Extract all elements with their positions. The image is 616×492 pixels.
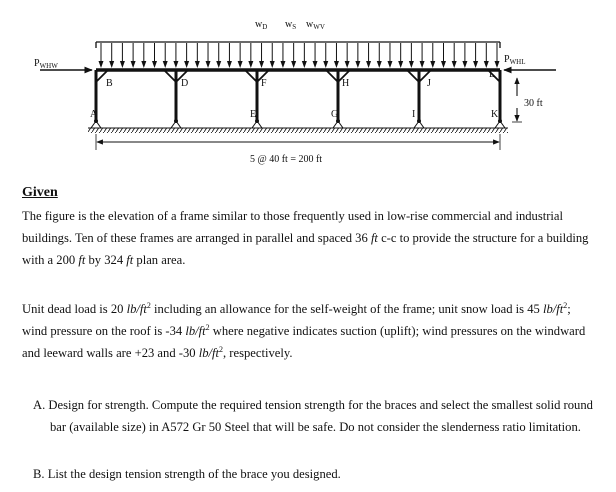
leeward-wall-load bbox=[504, 54, 556, 70]
joint-label-j: J bbox=[427, 78, 431, 89]
load-arrow-head bbox=[248, 61, 253, 68]
question-b: B. List the design tension strength of the brace you designed. bbox=[33, 467, 341, 481]
load-arrow-head bbox=[206, 61, 211, 68]
load-arrow-head bbox=[302, 61, 307, 68]
load-arrow-head bbox=[120, 61, 125, 68]
load-arrow-head bbox=[484, 61, 489, 68]
question-a: A. Design for strength. Compute the required tension strength for the braces and select the smallest solid round bar (available size) in A572 Gr 50 Steel that will be safe. Do not consider the slenderness ratio limitation. bbox=[33, 398, 593, 434]
pin-supports bbox=[91, 120, 505, 129]
joint-label-i: I bbox=[412, 109, 416, 120]
load-arrow-head bbox=[430, 61, 435, 68]
joint-label-f: F bbox=[261, 78, 267, 89]
load-arrow-head bbox=[441, 61, 446, 68]
load-arrow-head bbox=[227, 61, 232, 68]
columns bbox=[96, 70, 500, 122]
load-arrow-head bbox=[163, 61, 168, 68]
load-arrow-head bbox=[99, 61, 104, 68]
given-heading: Given bbox=[22, 185, 58, 200]
load-arrow-head bbox=[280, 61, 285, 68]
load-arrow-head bbox=[345, 61, 350, 68]
top-load-labels bbox=[255, 19, 325, 31]
windward-load-label: $P_{WHW}$ bbox=[34, 58, 58, 70]
load-arrow-head bbox=[195, 61, 200, 68]
load-arrow-head bbox=[238, 61, 243, 68]
load-arrows bbox=[99, 43, 500, 68]
load-arrow-head bbox=[152, 61, 157, 68]
load-arrow-head bbox=[452, 61, 457, 68]
load-arrow-head bbox=[173, 61, 178, 68]
load-arrow-head bbox=[259, 61, 264, 68]
joint-label-l: L bbox=[489, 69, 496, 80]
load-arrow-head bbox=[216, 61, 221, 68]
load-arrow-head bbox=[323, 61, 328, 68]
distributed-roof-load bbox=[96, 42, 500, 68]
load-arrow-head bbox=[409, 61, 414, 68]
joint-label-a: A bbox=[90, 109, 98, 120]
windward-wall-load bbox=[34, 58, 92, 70]
joint-label-k: K bbox=[491, 109, 499, 120]
height-label: 30 ft bbox=[524, 98, 543, 109]
frame-elevation-figure bbox=[0, 0, 616, 185]
load-arrow-head bbox=[387, 61, 392, 68]
joint-label-d: D bbox=[181, 78, 189, 89]
load-arrow-head bbox=[291, 61, 296, 68]
load-arrow-head bbox=[109, 61, 114, 68]
dead-load-label: $w_D$ bbox=[255, 19, 268, 31]
load-arrow-head bbox=[141, 61, 146, 68]
joint-labels bbox=[90, 69, 499, 120]
wind-roof-load-label: $w_{WV}$ bbox=[306, 19, 325, 31]
knee-braces bbox=[96, 70, 500, 82]
load-arrow-head bbox=[270, 61, 275, 68]
load-arrow-head bbox=[184, 61, 189, 68]
leeward-load-label: $P_{WHL}$ bbox=[504, 54, 526, 66]
span-dimension bbox=[96, 134, 500, 165]
joint-label-h: H bbox=[342, 78, 350, 89]
snow-load-label: $w_S$ bbox=[285, 19, 297, 31]
load-arrow-head bbox=[366, 61, 371, 68]
load-arrow-head bbox=[131, 61, 136, 68]
height-dimension bbox=[512, 78, 543, 122]
span-label: 5 @ 40 ft = 200 ft bbox=[250, 154, 323, 165]
joint-label-e: E bbox=[250, 109, 257, 120]
load-arrow-head bbox=[473, 61, 478, 68]
frame-description-paragraph: The figure is the elevation of a frame similar to those frequently used in low-rise commercial and industrial buildings. Ten of these frames are arranged in parallel and spaced 36 ft c-c to provide the structure for a building with a 200 ft by 324 ft plan area. bbox=[22, 209, 589, 267]
load-arrow-head bbox=[355, 61, 360, 68]
joint-label-b: B bbox=[106, 78, 113, 89]
load-description-paragraph: Unit dead load is 20 $lb/ft^2$ including an allowance for the self-weight of the frame; unit snow load is 45 $lb/ft^2$; wind pressure on the roof is -34 $lb/ft^2$ where negative indicates suction (uplift); wind pressures on the windward and leeward walls are +23 and -30 $lb/ft^2$, respectively. bbox=[22, 300, 586, 360]
joint-label-g: G bbox=[331, 109, 339, 120]
load-arrow-head bbox=[398, 61, 403, 68]
load-arrow-head bbox=[420, 61, 425, 68]
load-arrow-head bbox=[334, 61, 339, 68]
load-arrow-head bbox=[462, 61, 467, 68]
load-arrow-head bbox=[377, 61, 382, 68]
load-arrow-head bbox=[495, 61, 500, 68]
ground-hatch bbox=[88, 128, 508, 133]
load-arrow-head bbox=[313, 61, 318, 68]
